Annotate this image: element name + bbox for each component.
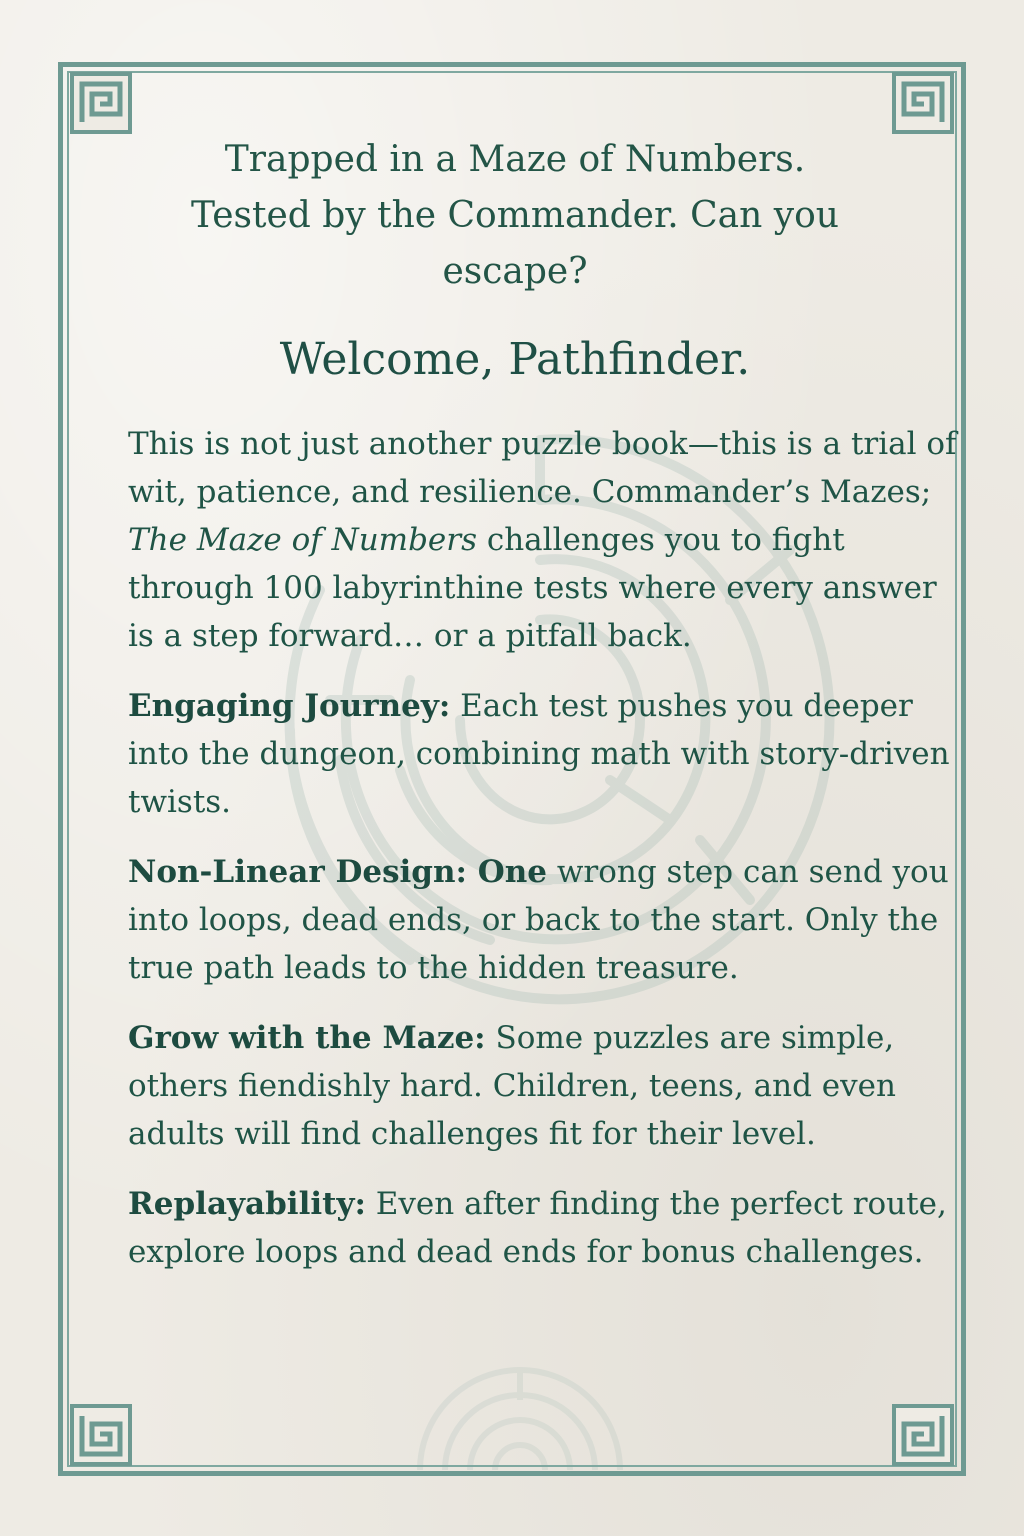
greek-key-corner-icon	[70, 1404, 132, 1466]
tagline-line-3: escape?	[442, 251, 588, 292]
greek-key-corner-icon	[892, 72, 954, 134]
feature-label: Grow with the Maze:	[128, 1020, 486, 1056]
feature-label: Non-Linear Design: One	[128, 854, 548, 890]
feature-grow-with-the-maze	[128, 1014, 958, 1158]
feature-text: wrong step can send you into loops, dead ends, or back to the start. Only the true path leads to the hidden treasure.	[128, 854, 949, 986]
greek-key-corner-icon	[70, 72, 132, 134]
description-body	[128, 420, 958, 1298]
feature-replayability	[128, 1180, 958, 1276]
feature-label: Replayability:	[128, 1186, 366, 1222]
tagline-line-2: Tested by the Commander. Can you	[191, 195, 839, 236]
feature-label: Engaging Journey:	[128, 688, 451, 724]
feature-non-linear-design	[128, 848, 958, 992]
tagline	[110, 132, 920, 300]
feature-text: Some puzzles are simple, others fiendishly hard. Children, teens, and even adults will find challenges fit for their level.	[128, 1020, 896, 1152]
feature-engaging-journey	[128, 682, 958, 826]
feature-text: Even after finding the perfect route, explore loops and dead ends for bonus challenges.	[128, 1186, 947, 1270]
book-title: The Maze of Numbers	[128, 522, 477, 558]
intro-text-before: This is not just another puzzle book—this is a trial of wit, patience, and resilience. Commander’s Mazes;	[128, 426, 957, 510]
intro-paragraph	[128, 420, 958, 660]
feature-text: Each test pushes you deeper into the dungeon, combining math with story-driven twists.	[128, 688, 950, 820]
tagline-line-1: Trapped in a Maze of Numbers.	[224, 139, 806, 180]
intro-text-after: challenges you to fight through 100 labyrinthine tests where every answer is a step forward… or a pitfall back.	[128, 522, 937, 654]
greek-key-corner-icon	[892, 1404, 954, 1466]
welcome-heading: Welcome, Pathfinder.	[279, 334, 751, 385]
